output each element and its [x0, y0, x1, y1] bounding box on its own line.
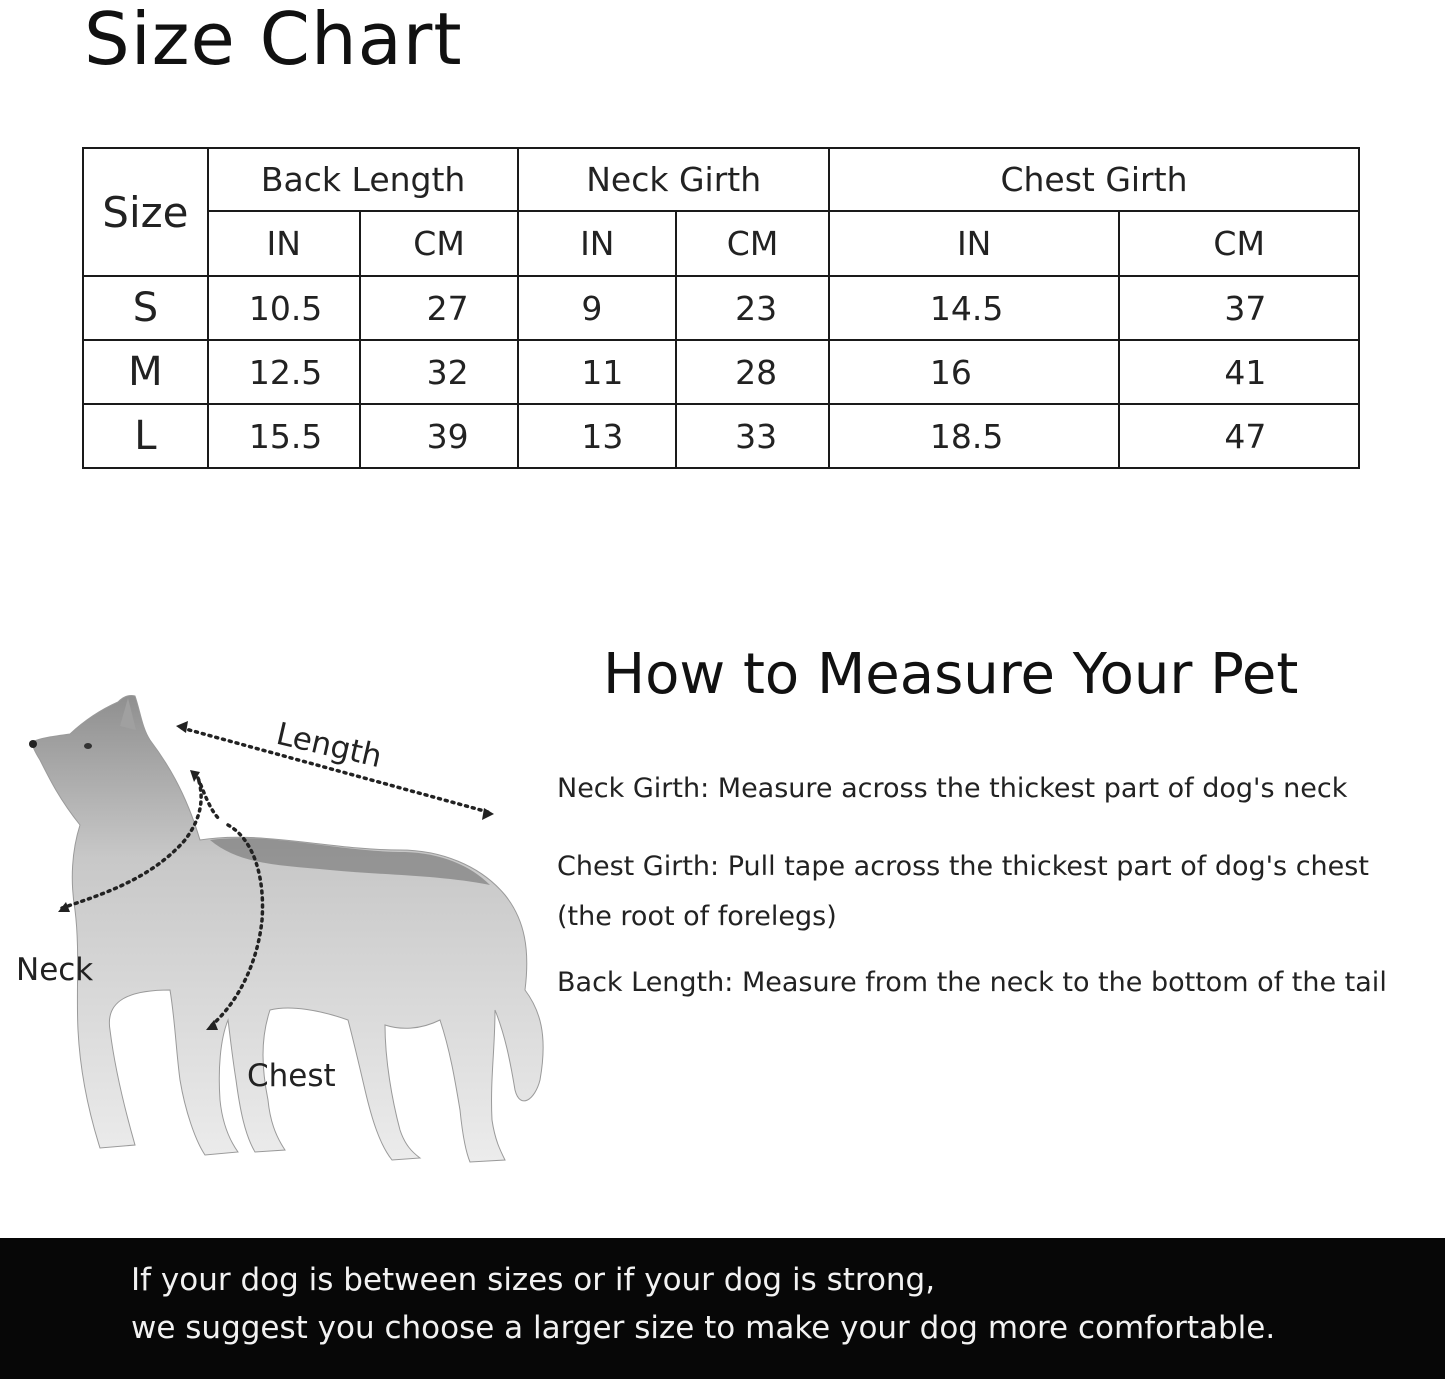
- table-row: [83, 404, 1359, 468]
- table-cell: 47: [1119, 404, 1359, 468]
- table-cell: 33: [676, 404, 829, 468]
- table-cell: 13: [518, 404, 676, 468]
- sizing-tip-banner: [0, 1238, 1445, 1379]
- table-group-header-row: [83, 148, 1359, 211]
- table-cell: 9: [518, 276, 676, 340]
- length-label: Length: [272, 716, 386, 776]
- unit-header: IN: [518, 211, 676, 276]
- table-cell: 32: [360, 340, 519, 404]
- table-row: [83, 276, 1359, 340]
- table-unit-header-row: [83, 211, 1359, 276]
- unit-header: IN: [829, 211, 1119, 276]
- back-length-instruction: Back Length: Measure from the neck to the bottom of the tail: [557, 967, 1387, 998]
- size-chart-table: [82, 147, 1360, 469]
- dog-measurement-diagram: [0, 690, 560, 1180]
- size-cell: S: [83, 276, 208, 340]
- table-cell: 12.5: [208, 340, 360, 404]
- chest-girth-instruction-note: (the root of forelegs): [557, 901, 837, 932]
- table-cell: 15.5: [208, 404, 360, 468]
- unit-header: CM: [360, 211, 519, 276]
- size-cell: M: [83, 340, 208, 404]
- size-column-header: Size: [83, 148, 208, 276]
- table-cell: 10.5: [208, 276, 360, 340]
- unit-header: CM: [1119, 211, 1359, 276]
- chest-girth-instruction: Chest Girth: Pull tape across the thickest part of dog's chest: [557, 851, 1369, 882]
- table-cell: 14.5: [829, 276, 1119, 340]
- neck-girth-instruction: Neck Girth: Measure across the thickest part of dog's neck: [557, 773, 1348, 804]
- chest-girth-header: Chest Girth: [829, 148, 1359, 211]
- table-cell: 27: [360, 276, 519, 340]
- chest-label: Chest: [247, 1058, 336, 1094]
- table-cell: 41: [1119, 340, 1359, 404]
- back-length-header: Back Length: [208, 148, 519, 211]
- table-cell: 23: [676, 276, 829, 340]
- unit-header: IN: [208, 211, 360, 276]
- table-cell: 11: [518, 340, 676, 404]
- table-cell: 28: [676, 340, 829, 404]
- size-cell: L: [83, 404, 208, 468]
- table-cell: 16: [829, 340, 1119, 404]
- page-title: Size Chart: [84, 0, 463, 81]
- table-cell: 18.5: [829, 404, 1119, 468]
- table-row: [83, 340, 1359, 404]
- table-cell: 39: [360, 404, 519, 468]
- neck-girth-header: Neck Girth: [518, 148, 829, 211]
- banner-line-1: If your dog is between sizes or if your dog is strong,: [131, 1262, 936, 1298]
- table-cell: 37: [1119, 276, 1359, 340]
- dog-illustration: [0, 690, 560, 1180]
- neck-label: Neck: [16, 952, 94, 988]
- unit-header: CM: [676, 211, 829, 276]
- banner-line-2: we suggest you choose a larger size to make your dog more comfortable.: [131, 1310, 1276, 1346]
- measure-title: How to Measure Your Pet: [603, 642, 1299, 707]
